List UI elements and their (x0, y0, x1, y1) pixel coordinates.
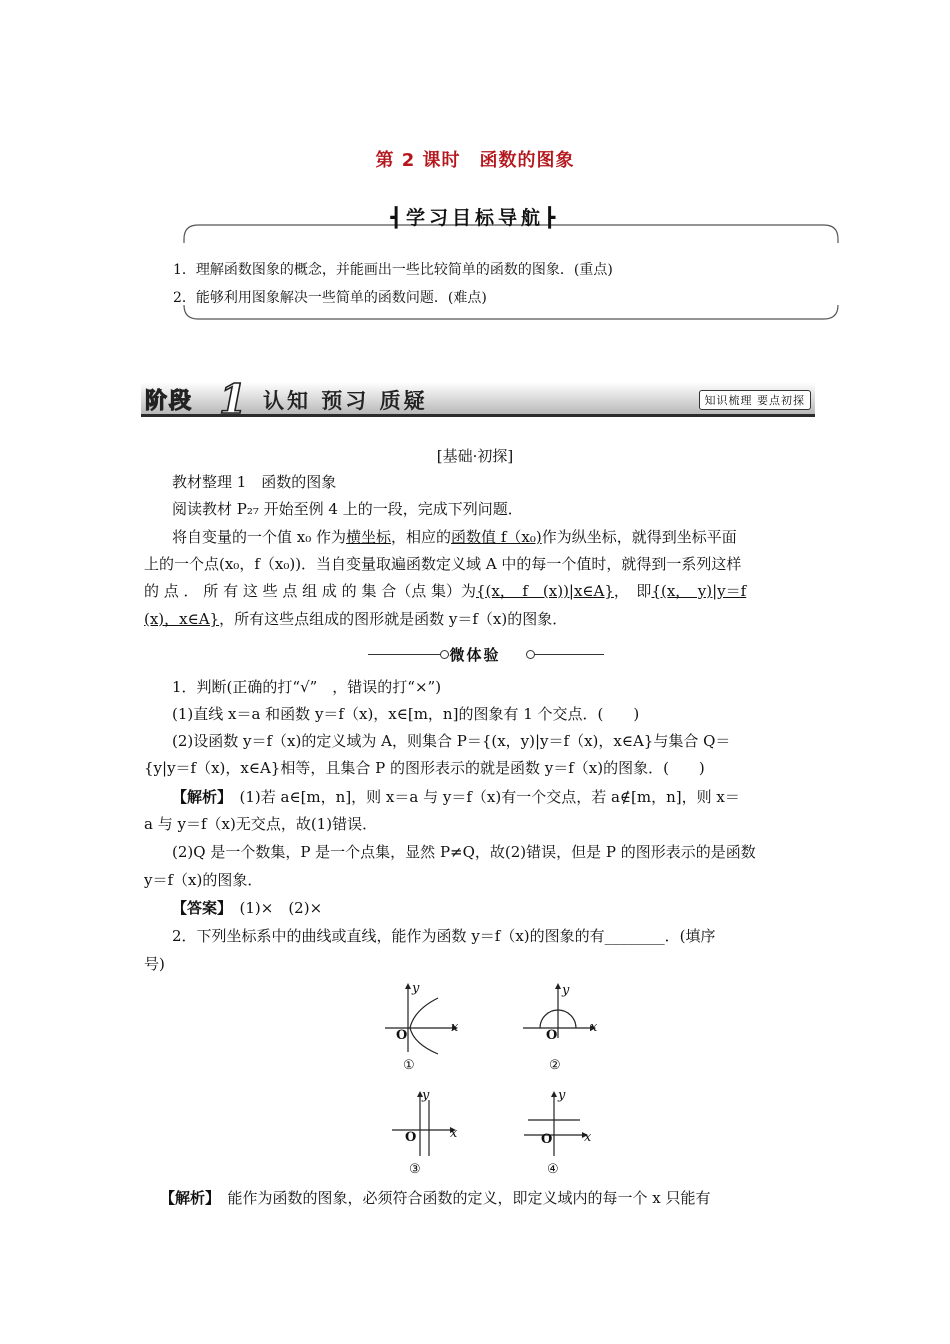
micro-divider-right (534, 654, 604, 655)
final-analysis-label: 【解析】 (160, 1189, 213, 1207)
goal-item-2: 2．能够利用图象解决一些简单的函数问题．(难点) (173, 290, 487, 306)
graph-3-origin: O (405, 1130, 417, 1145)
p4-underline: (x)，x∈A} (144, 610, 220, 628)
graph-4-origin: O (541, 1132, 553, 1147)
analysis-2a: (2)Q 是一个数集，P 是一个点集，显然 P≠Q，故(2)错误，但是 P 的图形表示的是函数 (172, 843, 756, 861)
answer-line (172, 898, 322, 918)
p1-underline-2: 函数值 f（x₀) (451, 528, 542, 546)
analysis-1a-text: (1)若 a∈[m，n]，则 x＝a 与 y＝f（x)有一个交点，若 a∉[m，n]，则 x＝ (224, 788, 740, 806)
final-analysis-text: 能作为函数的图象，必须符合函数的定义，即定义域内的每一个 x 只能有 (212, 1189, 711, 1207)
question-1-2a: (2)设函数 y＝f（x)的定义域为 A，则集合 P＝{(x，y)|y＝f（x)，x∈A}与集合 Q＝ (172, 732, 731, 750)
p3-text-a: 的 点 ． 所 有 这 些 点 组 成 的 集 合（点 集）为 (144, 582, 476, 600)
goal-item-1: 1．理解函数图象的概念，并能画出一些比较简单的函数的图象．(重点) (173, 262, 613, 278)
graph-2-origin: O (546, 1028, 558, 1043)
graph-2-y-label: y (562, 983, 570, 998)
graph-4-y-arrow (551, 1091, 557, 1097)
question-1-2b: {y|y＝f（x)，x∈A}相等，且集合 P 的图形表示的就是函数 y＝f（x)的图象．( ) (144, 759, 705, 777)
graph-1-origin: O (396, 1028, 408, 1043)
graph-1-y-arrow (405, 983, 411, 989)
analysis-1a (172, 787, 740, 807)
p1-text-a: 将自变量的一个值 x₀ 作为 (172, 528, 347, 546)
graph-1-curve (410, 998, 438, 1054)
paragraph-line-1 (172, 527, 737, 547)
analysis-1b: a 与 y＝f（x)无交点，故(1)错误． (144, 815, 378, 833)
graph-2-x-label: x (590, 1020, 598, 1035)
question-1: 1．判断(正确的打“√” ，错误的打“×”) (172, 678, 442, 696)
p1-text-c: 作为纵坐标，就得到坐标平面 (541, 528, 737, 546)
goals-header: ┫学习目标导航┣ (390, 207, 560, 229)
question-1-1: (1)直线 x＝a 和函数 y＝f（x)，x∈[m，n]的图象有 1 个交点．( ) (172, 705, 640, 723)
p1-underline-1: 横坐标 (346, 528, 392, 546)
stage-label: 阶段 (145, 389, 194, 414)
graph-3-y-label: y (422, 1088, 430, 1103)
section-read: 阅读教材 P₂₇ 开始至例 4 上的一段，完成下列问题． (172, 500, 523, 518)
page-title: 第 2 课时 函数的图象 (375, 150, 575, 171)
final-analysis (160, 1188, 711, 1208)
stage-name: 认知 预习 质疑 (263, 389, 428, 413)
p1-text-b: ，相应的 (391, 528, 452, 546)
graph-2-label: ② (549, 1058, 561, 1073)
p3-text-b: ， 即 (613, 582, 652, 600)
analysis-2b: y＝f（x)的图象． (144, 871, 263, 889)
graph-2 (518, 980, 598, 1040)
stage-banner (141, 376, 815, 423)
graph-1-x-label: x (451, 1020, 459, 1035)
graph-3-label: ③ (409, 1162, 421, 1177)
graph-1-label: ① (403, 1058, 415, 1073)
stage-tag: 知识梳理 要点初探 (699, 390, 812, 410)
graph-2-y-arrow (555, 983, 561, 989)
stage-number: 1 (219, 376, 247, 423)
graph-1 (380, 980, 460, 1055)
question-2a: 2．下列坐标系中的曲线或直线，能作为函数 y＝f（x)的图象的有________．(填序 (172, 927, 716, 945)
graph-3-x-label: x (450, 1126, 458, 1141)
analysis-label: 【解析】 (172, 788, 225, 806)
paragraph-line-4 (144, 609, 567, 629)
graph-4-x-label: x (584, 1130, 592, 1145)
goals-header-text: 学习目标导航 (405, 207, 544, 229)
graph-1-y-label: y (412, 981, 420, 996)
micro-title: 微体验 (449, 646, 501, 664)
graph-4-label: ④ (547, 1162, 559, 1177)
question-2b: 号) (144, 955, 165, 973)
paragraph-line-3 (144, 581, 746, 601)
p3-underline-2: {(x， y)|y＝f (651, 582, 747, 600)
p4-text: ，所有这些点组成的图形就是函数 y＝f（x)的图象． (219, 610, 568, 628)
section-heading: [基础·初探] (436, 447, 514, 465)
answer-label: 【答案】 (172, 899, 225, 917)
section-sub: 教材整理 1 函数的图象 (172, 473, 337, 491)
paragraph-line-2: 上的一个点(x₀，f（x₀))．当自变量取遍函数定义域 A 中的每一个值时，就得到一系列这样 (144, 555, 742, 573)
graph-4-y-label: y (558, 1088, 566, 1103)
answer-text: (1)× (2)× (224, 899, 323, 917)
p3-underline-1: {(x， f (x))|x∈A} (476, 582, 614, 600)
